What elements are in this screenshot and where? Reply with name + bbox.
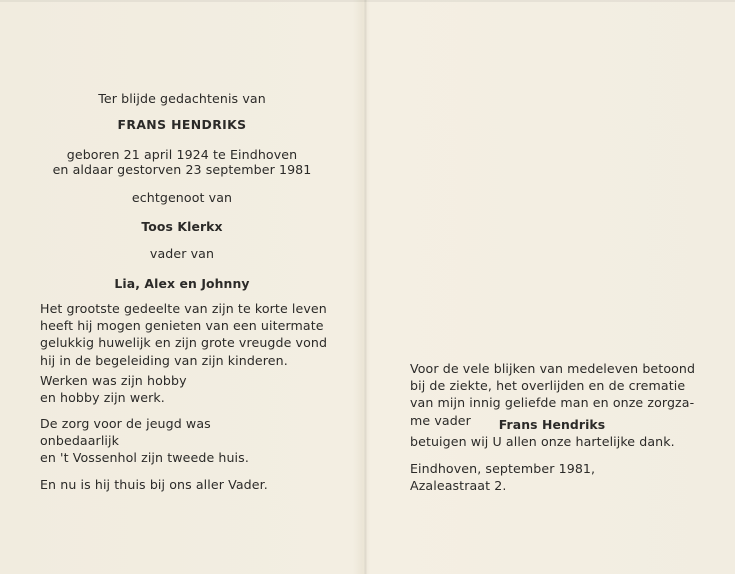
spouse-name: Toos Klerkx (141, 219, 223, 234)
place-date: Eindhoven, september 1981, (410, 461, 596, 476)
thanks-line: Voor de vele blijken van medeleven betoond (410, 361, 696, 376)
paragraph-line: hij in de begeleiding van zijn kinderen. (40, 352, 288, 368)
paragraph-line: gelukkig huwelijk en zijn grote vreugde vond (40, 335, 328, 351)
children-label: vader van (149, 246, 215, 261)
right-page (367, 0, 735, 574)
closing-line: En nu is hij thuis bij ons aller Vader. (40, 477, 268, 492)
paragraph-line: Het grootste gedeelte van zijn te korte leven (40, 301, 327, 316)
paragraph-line: heeft hij mogen genieten van een uitermate (40, 318, 324, 334)
thanks-line: me vader (410, 412, 471, 428)
paragraph-line: en hobby zijn werk. (40, 390, 165, 406)
deceased-name: FRANS HENDRIKS (117, 117, 247, 132)
thanks-line: van mijn innig geliefde man en onze zorgza- (410, 395, 695, 411)
spouse-label: echtgenoot van (131, 190, 233, 205)
hobby-paragraph (40, 372, 187, 406)
children-names: Lia, Alex en Johnny (114, 276, 250, 291)
death-line: en aldaar gestorven 23 september 1981 (52, 162, 312, 177)
left-page (0, 0, 364, 574)
paragraph-line: De zorg voor de jeugd was (40, 416, 211, 431)
youth-paragraph (40, 415, 249, 467)
address: Azaleastraat 2. (410, 478, 507, 493)
birth-line: geboren 21 april 1924 te Eindhoven (66, 147, 298, 162)
life-paragraph (40, 300, 327, 369)
intro-text: Ter blijde gedachtenis van (98, 91, 266, 106)
thanks-name: Frans Hendriks (498, 417, 606, 432)
paragraph-line: en 't Vossenhol zijn tweede huis. (40, 450, 249, 466)
thanks-closing: betuigen wij U allen onze hartelijke dank. (410, 434, 675, 449)
thanks-line: bij de ziekte, het overlijden en de crematie (410, 378, 686, 394)
paragraph-line: Werken was zijn hobby (40, 373, 187, 388)
paragraph-line: onbedaarlijk (40, 433, 120, 449)
